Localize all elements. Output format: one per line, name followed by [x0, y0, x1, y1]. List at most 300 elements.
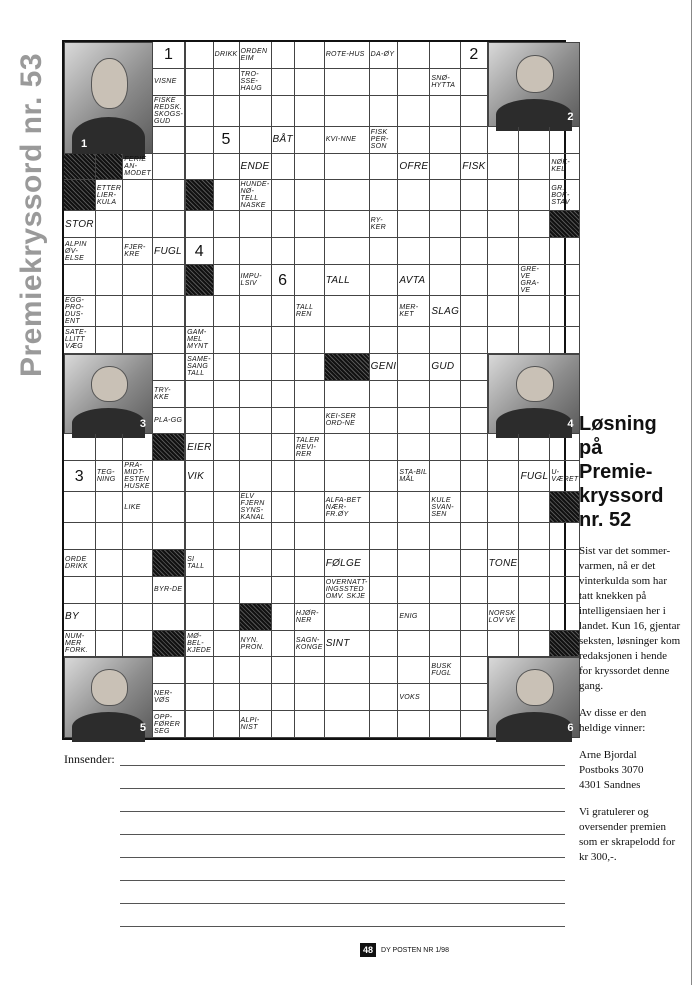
answer-cell[interactable] [430, 604, 461, 631]
answer-cell[interactable] [370, 180, 399, 211]
answer-cell[interactable] [96, 211, 123, 238]
answer-cell[interactable] [123, 604, 153, 631]
answer-cell[interactable] [295, 42, 325, 69]
answer-cell[interactable] [123, 631, 153, 658]
answer-cell[interactable] [96, 577, 123, 604]
answer-cell[interactable] [240, 354, 272, 381]
answer-cell[interactable] [96, 265, 123, 296]
answer-cell[interactable] [186, 211, 214, 238]
answer-cell[interactable] [519, 296, 550, 327]
answer-cell[interactable] [240, 550, 272, 577]
answer-cell[interactable] [240, 434, 272, 461]
answer-cell[interactable] [430, 631, 461, 658]
answer-cell[interactable] [430, 127, 461, 154]
answer-cell[interactable] [430, 434, 461, 461]
answer-cell[interactable] [461, 96, 487, 127]
answer-cell[interactable] [325, 296, 370, 327]
answer-cell[interactable] [398, 492, 430, 523]
answer-cell[interactable] [295, 523, 325, 550]
sender-line[interactable] [120, 765, 565, 766]
answer-cell[interactable] [550, 434, 580, 461]
answer-cell[interactable] [370, 461, 399, 492]
answer-cell[interactable] [295, 69, 325, 96]
answer-cell[interactable] [550, 550, 580, 577]
answer-cell[interactable] [272, 657, 295, 684]
answer-cell[interactable] [430, 550, 461, 577]
answer-cell[interactable] [64, 492, 96, 523]
answer-cell[interactable] [370, 154, 399, 181]
answer-cell[interactable] [123, 327, 153, 354]
answer-cell[interactable] [214, 296, 240, 327]
answer-cell[interactable] [123, 577, 153, 604]
answer-cell[interactable] [325, 657, 370, 684]
answer-cell[interactable] [430, 211, 461, 238]
answer-cell[interactable] [272, 523, 295, 550]
sender-line[interactable] [120, 903, 565, 904]
sender-line[interactable] [120, 834, 565, 835]
answer-cell[interactable] [240, 127, 272, 154]
answer-cell[interactable] [461, 577, 487, 604]
answer-cell[interactable] [430, 42, 461, 69]
answer-cell[interactable] [272, 577, 295, 604]
photo-6 [488, 657, 581, 738]
answer-cell[interactable] [461, 354, 487, 381]
answer-cell[interactable] [398, 354, 430, 381]
answer-cell[interactable] [186, 492, 214, 523]
sender-line[interactable] [120, 926, 565, 927]
answer-cell[interactable] [295, 550, 325, 577]
answer-cell[interactable] [461, 238, 487, 265]
answer-cell[interactable] [295, 265, 325, 296]
answer-cell[interactable] [96, 492, 123, 523]
answer-cell[interactable] [240, 657, 272, 684]
answer-cell[interactable] [295, 238, 325, 265]
answer-cell[interactable] [295, 327, 325, 354]
answer-cell[interactable] [272, 96, 295, 127]
answer-cell[interactable] [214, 381, 240, 408]
answer-cell[interactable] [398, 211, 430, 238]
answer-cell[interactable] [398, 550, 430, 577]
answer-cell[interactable] [272, 69, 295, 96]
answer-cell[interactable] [370, 604, 399, 631]
answer-cell[interactable] [461, 180, 487, 211]
answer-cell[interactable] [398, 657, 430, 684]
answer-cell[interactable] [240, 238, 272, 265]
answer-cell[interactable] [370, 684, 399, 711]
answer-cell[interactable] [488, 434, 520, 461]
answer-cell[interactable] [295, 711, 325, 738]
answer-cell[interactable] [398, 42, 430, 69]
answer-cell[interactable] [214, 408, 240, 435]
answer-cell[interactable] [488, 523, 520, 550]
black-cell [64, 180, 96, 211]
answer-cell[interactable] [398, 96, 430, 127]
answer-cell[interactable] [186, 577, 214, 604]
answer-cell[interactable] [398, 523, 430, 550]
answer-cell[interactable] [430, 461, 461, 492]
answer-cell[interactable] [325, 327, 370, 354]
answer-cell[interactable] [461, 408, 487, 435]
answer-cell[interactable] [123, 211, 153, 238]
answer-cell[interactable] [272, 461, 295, 492]
answer-cell[interactable] [461, 69, 487, 96]
answer-cell[interactable] [214, 154, 240, 181]
answer-cell[interactable] [519, 604, 550, 631]
answer-cell[interactable] [96, 631, 123, 658]
answer-cell[interactable] [398, 577, 430, 604]
photo-5 [64, 657, 153, 738]
answer-cell[interactable] [488, 265, 520, 296]
answer-cell[interactable] [153, 296, 185, 327]
answer-cell[interactable] [295, 684, 325, 711]
answer-cell[interactable] [461, 127, 487, 154]
clue-cell: RY-KER [370, 211, 399, 238]
answer-cell[interactable] [550, 523, 580, 550]
answer-cell[interactable] [325, 96, 370, 127]
clue-cell: NER-VØS [153, 684, 185, 711]
answer-cell[interactable] [430, 96, 461, 127]
answer-cell[interactable] [240, 211, 272, 238]
answer-cell[interactable] [550, 127, 580, 154]
answer-cell[interactable] [370, 492, 399, 523]
answer-cell[interactable] [325, 523, 370, 550]
answer-cell[interactable] [214, 354, 240, 381]
sender-line[interactable] [120, 788, 565, 789]
answer-cell[interactable] [214, 265, 240, 296]
answer-cell[interactable] [240, 296, 272, 327]
answer-cell[interactable] [461, 381, 487, 408]
sender-line[interactable] [120, 857, 565, 858]
answer-cell[interactable] [64, 434, 96, 461]
answer-cell[interactable] [550, 238, 580, 265]
answer-cell[interactable] [153, 461, 185, 492]
answer-cell[interactable] [519, 577, 550, 604]
answer-cell[interactable] [488, 296, 520, 327]
answer-cell[interactable] [398, 434, 430, 461]
answer-cell[interactable] [186, 657, 214, 684]
answer-cell[interactable] [240, 461, 272, 492]
answer-cell[interactable] [461, 523, 487, 550]
answer-cell[interactable] [186, 711, 214, 738]
answer-cell[interactable] [186, 69, 214, 96]
answer-cell[interactable] [370, 408, 399, 435]
answer-cell[interactable] [488, 492, 520, 523]
answer-cell[interactable] [430, 711, 461, 738]
answer-cell[interactable] [214, 238, 240, 265]
answer-cell[interactable] [430, 180, 461, 211]
answer-cell[interactable] [272, 180, 295, 211]
clue-cell: GRE-VE GRA-VE [519, 265, 550, 296]
answer-cell[interactable] [398, 327, 430, 354]
answer-cell[interactable] [488, 180, 520, 211]
answer-cell[interactable] [214, 523, 240, 550]
answer-cell[interactable] [214, 327, 240, 354]
answer-cell[interactable] [214, 550, 240, 577]
answer-cell[interactable] [430, 154, 461, 181]
black-cell [240, 604, 272, 631]
answer-cell[interactable] [295, 96, 325, 127]
answer-cell[interactable] [370, 657, 399, 684]
answer-cell[interactable] [430, 238, 461, 265]
answer-cell[interactable] [214, 69, 240, 96]
answer-cell[interactable] [519, 631, 550, 658]
answer-cell[interactable] [295, 127, 325, 154]
answer-cell[interactable] [325, 211, 370, 238]
answer-cell[interactable] [272, 631, 295, 658]
answer-cell[interactable] [461, 492, 487, 523]
answer-cell[interactable] [325, 711, 370, 738]
answer-cell[interactable] [123, 296, 153, 327]
answer-cell[interactable] [325, 434, 370, 461]
answer-cell[interactable] [461, 265, 487, 296]
answer-cell[interactable] [370, 631, 399, 658]
answer-cell[interactable] [488, 577, 520, 604]
answer-cell[interactable] [430, 577, 461, 604]
crossword-grid [62, 40, 579, 740]
answer-cell[interactable] [186, 408, 214, 435]
answer-cell[interactable] [186, 296, 214, 327]
answer-cell[interactable] [272, 154, 295, 181]
answer-cell[interactable] [186, 381, 214, 408]
answer-cell[interactable] [519, 211, 550, 238]
answer-cell[interactable] [123, 550, 153, 577]
answer-cell[interactable] [186, 154, 214, 181]
answer-cell[interactable] [153, 327, 185, 354]
answer-cell[interactable] [272, 684, 295, 711]
answer-cell[interactable] [370, 577, 399, 604]
answer-cell[interactable] [325, 381, 370, 408]
answer-cell[interactable] [214, 492, 240, 523]
answer-cell[interactable] [153, 492, 185, 523]
answer-cell[interactable] [153, 127, 185, 154]
answer-cell[interactable] [519, 327, 550, 354]
clue-cell: FUGL [519, 461, 550, 492]
answer-cell[interactable] [325, 69, 370, 96]
answer-cell[interactable] [488, 154, 520, 181]
answer-cell[interactable] [186, 604, 214, 631]
answer-cell[interactable] [488, 211, 520, 238]
answer-cell[interactable] [325, 180, 370, 211]
answer-cell[interactable] [214, 211, 240, 238]
answer-cell[interactable] [295, 381, 325, 408]
answer-cell[interactable] [550, 327, 580, 354]
answer-cell[interactable] [461, 604, 487, 631]
answer-cell[interactable] [96, 550, 123, 577]
answer-cell[interactable] [214, 604, 240, 631]
answer-cell[interactable] [272, 296, 295, 327]
answer-cell[interactable] [325, 604, 370, 631]
answer-cell[interactable] [214, 461, 240, 492]
answer-cell[interactable] [325, 238, 370, 265]
answer-cell[interactable] [240, 408, 272, 435]
answer-cell[interactable] [123, 265, 153, 296]
clue-cell: GR. BOK-STAV [550, 180, 580, 211]
answer-cell[interactable] [461, 211, 487, 238]
answer-cell[interactable] [96, 296, 123, 327]
answer-cell[interactable] [430, 265, 461, 296]
answer-cell[interactable] [272, 42, 295, 69]
clue-cell: HJØR-NER [295, 604, 325, 631]
answer-cell[interactable] [214, 657, 240, 684]
answer-cell[interactable] [153, 604, 185, 631]
answer-cell[interactable] [398, 180, 430, 211]
answer-cell[interactable] [64, 265, 96, 296]
answer-cell[interactable] [519, 550, 550, 577]
answer-cell[interactable] [488, 461, 520, 492]
answer-cell[interactable] [370, 265, 399, 296]
answer-cell[interactable] [370, 327, 399, 354]
answer-cell[interactable] [461, 550, 487, 577]
answer-cell[interactable] [272, 492, 295, 523]
answer-cell[interactable] [186, 684, 214, 711]
answer-cell[interactable] [430, 408, 461, 435]
answer-cell[interactable] [370, 434, 399, 461]
answer-cell[interactable] [214, 631, 240, 658]
answer-cell[interactable] [186, 96, 214, 127]
answer-cell[interactable] [370, 238, 399, 265]
answer-cell[interactable] [153, 154, 185, 181]
answer-cell[interactable] [370, 69, 399, 96]
answer-cell[interactable] [295, 211, 325, 238]
answer-cell[interactable] [96, 238, 123, 265]
answer-cell[interactable] [550, 604, 580, 631]
answer-cell[interactable] [153, 265, 185, 296]
solution-paragraph: Vi gratulerer og oversender premien som er skrapelodd for kr 300,-. [579, 806, 676, 863]
answer-cell[interactable] [186, 42, 214, 69]
answer-cell[interactable] [398, 127, 430, 154]
answer-cell[interactable] [295, 408, 325, 435]
answer-cell[interactable] [325, 684, 370, 711]
answer-cell[interactable] [550, 296, 580, 327]
answer-cell[interactable] [461, 327, 487, 354]
answer-cell[interactable] [272, 211, 295, 238]
answer-cell[interactable] [96, 327, 123, 354]
answer-cell[interactable] [398, 711, 430, 738]
answer-cell[interactable] [153, 180, 185, 211]
answer-cell[interactable] [272, 434, 295, 461]
answer-cell[interactable] [186, 127, 214, 154]
answer-cell[interactable] [430, 684, 461, 711]
answer-cell[interactable] [96, 604, 123, 631]
answer-cell[interactable] [214, 180, 240, 211]
answer-cell[interactable] [272, 550, 295, 577]
answer-cell[interactable] [519, 127, 550, 154]
answer-cell[interactable] [461, 657, 487, 684]
answer-cell[interactable] [370, 523, 399, 550]
answer-cell[interactable] [488, 327, 520, 354]
answer-cell[interactable] [398, 408, 430, 435]
clue-cell: ELV FJERN SYNS-KANAL [240, 492, 272, 523]
answer-cell[interactable] [550, 265, 580, 296]
answer-cell[interactable] [272, 238, 295, 265]
answer-cell[interactable] [186, 523, 214, 550]
answer-cell[interactable] [214, 711, 240, 738]
answer-cell[interactable] [398, 381, 430, 408]
answer-cell[interactable] [64, 523, 96, 550]
answer-cell[interactable] [370, 296, 399, 327]
answer-cell[interactable] [370, 550, 399, 577]
answer-cell[interactable] [64, 577, 96, 604]
answer-cell[interactable] [123, 434, 153, 461]
answer-cell[interactable] [461, 434, 487, 461]
answer-cell[interactable] [325, 461, 370, 492]
answer-cell[interactable] [295, 354, 325, 381]
answer-cell[interactable] [214, 684, 240, 711]
answer-cell[interactable] [430, 327, 461, 354]
answer-cell[interactable] [398, 631, 430, 658]
answer-cell[interactable] [214, 96, 240, 127]
answer-cell[interactable] [295, 577, 325, 604]
sender-line[interactable] [120, 811, 565, 812]
answer-cell[interactable] [214, 434, 240, 461]
answer-cell[interactable] [240, 684, 272, 711]
answer-cell[interactable] [123, 180, 153, 211]
answer-cell[interactable] [240, 327, 272, 354]
answer-cell[interactable] [488, 238, 520, 265]
answer-cell[interactable] [153, 523, 185, 550]
answer-cell[interactable] [461, 461, 487, 492]
answer-cell[interactable] [370, 96, 399, 127]
answer-cell[interactable] [519, 523, 550, 550]
answer-cell[interactable] [398, 238, 430, 265]
answer-cell[interactable] [295, 154, 325, 181]
answer-cell[interactable] [430, 523, 461, 550]
answer-cell[interactable] [519, 238, 550, 265]
answer-cell[interactable] [519, 492, 550, 523]
answer-cell[interactable] [550, 577, 580, 604]
answer-cell[interactable] [272, 604, 295, 631]
answer-cell[interactable] [295, 657, 325, 684]
answer-cell[interactable] [461, 684, 487, 711]
answer-cell[interactable] [519, 434, 550, 461]
answer-cell[interactable] [461, 631, 487, 658]
answer-cell[interactable] [488, 631, 520, 658]
answer-cell[interactable] [295, 180, 325, 211]
answer-cell[interactable] [240, 381, 272, 408]
clue-cell: ALPIN ØV-ELSE [64, 238, 96, 265]
answer-cell[interactable] [214, 577, 240, 604]
answer-cell[interactable] [295, 461, 325, 492]
answer-cell[interactable] [96, 434, 123, 461]
answer-cell[interactable] [240, 523, 272, 550]
answer-cell[interactable] [96, 523, 123, 550]
clue-cell: SNØ-HYTTA [430, 69, 461, 96]
answer-cell[interactable] [153, 354, 185, 381]
answer-cell[interactable] [325, 154, 370, 181]
answer-cell[interactable] [430, 381, 461, 408]
answer-cell[interactable] [461, 296, 487, 327]
answer-cell[interactable] [272, 408, 295, 435]
answer-cell[interactable] [272, 327, 295, 354]
answer-cell[interactable] [240, 577, 272, 604]
answer-cell[interactable] [272, 381, 295, 408]
answer-cell[interactable] [123, 523, 153, 550]
answer-cell[interactable] [519, 180, 550, 211]
answer-cell[interactable] [153, 211, 185, 238]
answer-cell[interactable] [272, 354, 295, 381]
sender-line[interactable] [120, 880, 565, 881]
answer-cell[interactable] [295, 492, 325, 523]
answer-cell[interactable] [398, 69, 430, 96]
answer-cell[interactable] [488, 127, 520, 154]
answer-cell[interactable] [240, 96, 272, 127]
answer-cell[interactable] [370, 381, 399, 408]
answer-cell[interactable] [519, 154, 550, 181]
answer-cell[interactable] [370, 711, 399, 738]
answer-cell[interactable] [272, 711, 295, 738]
answer-cell[interactable] [153, 657, 185, 684]
answer-cell[interactable] [461, 711, 487, 738]
